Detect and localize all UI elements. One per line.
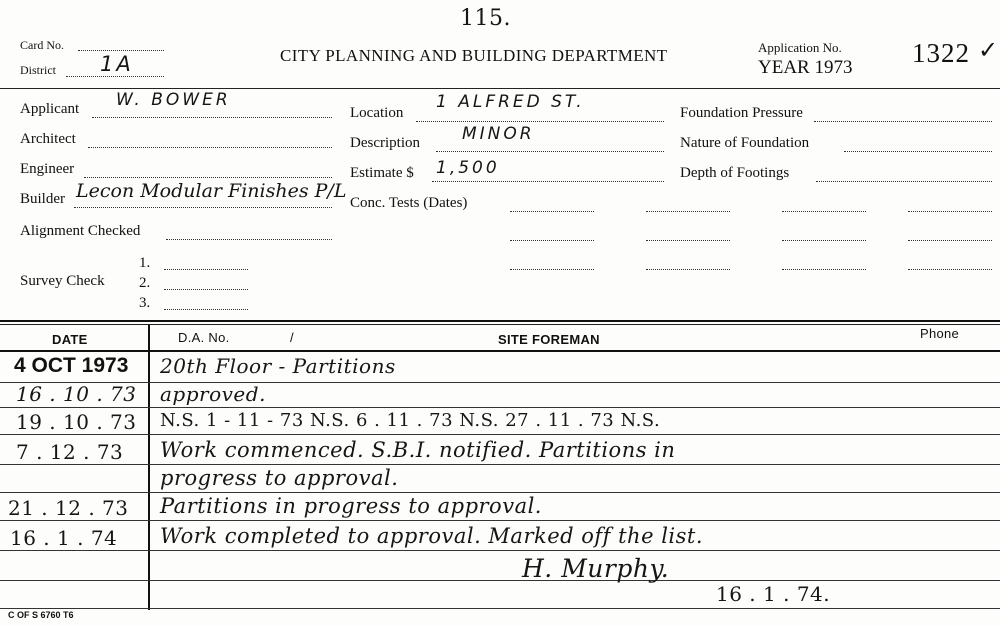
survey-item-1: 1. (139, 255, 151, 271)
applicant-dotted-line (92, 117, 332, 118)
log-row-line-1 (0, 382, 1000, 383)
test-dotted-line-3a (510, 269, 594, 270)
log-row-line-3 (0, 434, 1000, 435)
survey-item-2: 2. (139, 275, 151, 291)
application-number: 1322 (912, 38, 970, 68)
depth-footings-label: Depth of Footings (680, 165, 790, 181)
foundation-pressure-dotted-line (814, 121, 992, 122)
engineer-dotted-line (84, 177, 332, 178)
log-row-line-9 (0, 608, 1000, 609)
nature-foundation-label: Nature of Foundation (680, 135, 810, 151)
log-header-divider (0, 350, 1000, 352)
test-dotted-line-2c (782, 240, 866, 241)
log-entry-date: 19 . 10 . 73 (16, 410, 137, 434)
district-dotted-line (66, 76, 164, 77)
log-entry-text: 20th Floor - Partitions (160, 354, 396, 378)
description-value: MINOR (462, 124, 535, 144)
test-dotted-line-2b (646, 240, 730, 241)
year-label: YEAR 1973 (758, 57, 853, 78)
log-row-line-2 (0, 407, 1000, 408)
conc-tests-dotted-line-c (782, 211, 866, 212)
test-dotted-line-2d (908, 240, 992, 241)
depth-footings-dotted-line (816, 181, 992, 182)
da-no-slash: / (290, 330, 294, 345)
log-row-line-4 (0, 464, 1000, 465)
log-entry-date: 4 OCT 1973 (14, 354, 129, 377)
log-row-line-5 (0, 492, 1000, 493)
date-column-header: DATE (52, 332, 88, 347)
log-entry-date: 7 . 12 . 73 (16, 440, 124, 464)
log-entry-date: 21 . 12 . 73 (8, 496, 129, 520)
date-column-divider (148, 325, 150, 610)
location-label: Location (350, 105, 404, 121)
department-title: CITY PLANNING AND BUILDING DEPARTMENT (280, 46, 668, 65)
estimate-dotted-line (432, 181, 664, 182)
survey-label: Survey Check (20, 273, 105, 289)
description-dotted-line (436, 151, 664, 152)
log-entry-text: Partitions in progress to approval. (160, 494, 542, 518)
log-top-border (0, 320, 1000, 322)
survey-item-3: 3. (139, 295, 151, 311)
foundation-pressure-label: Foundation Pressure (680, 105, 803, 121)
log-entry-text: progress to approval. (160, 466, 399, 490)
da-no-column-header: D.A. No. (178, 330, 230, 345)
log-row-line-7 (0, 550, 1000, 551)
card-no-dotted-line (78, 50, 164, 51)
alignment-dotted-line (166, 239, 332, 240)
estimate-label: Estimate $ (350, 165, 414, 181)
test-dotted-line-3c (782, 269, 866, 270)
test-dotted-line-2a (510, 240, 594, 241)
log-entry-text: Work completed to approval. Marked off the list. (160, 524, 704, 548)
engineer-label: Engineer (20, 161, 75, 177)
nature-foundation-dotted-line (844, 151, 992, 152)
description-label: Description (350, 135, 420, 151)
location-dotted-line (416, 121, 664, 122)
log-row-line-8 (0, 580, 1000, 581)
site-foreman-column-header: SITE FOREMAN (498, 332, 600, 347)
form-code: C OF S 6760 T6 (8, 610, 74, 620)
builder-value: Lecon Modular Finishes P/L (76, 180, 347, 202)
check-mark: ✓ (978, 36, 999, 64)
district-label: District (20, 63, 56, 77)
applicant-value: W. BOWER (116, 90, 231, 110)
test-dotted-line-3b (646, 269, 730, 270)
conc-tests-dotted-line-b (646, 211, 730, 212)
survey-3-dotted-line (164, 309, 248, 310)
conc-tests-dotted-line-a (510, 211, 594, 212)
header-divider (0, 88, 1000, 89)
estimate-value: 1,500 (436, 158, 500, 178)
log-entry-text: N.S. 1 - 11 - 73 N.S. 6 . 11 . 73 N.S. 27 . 11 . 73 N.S. (160, 410, 661, 431)
file-number: 115. (460, 6, 511, 31)
builder-label: Builder (20, 191, 65, 207)
application-label: Application No. (758, 40, 842, 55)
log-entry-text: Work commenced. S.B.I. notified. Partitions in (160, 438, 676, 462)
log-entry-date: 16 . 10 . 73 (16, 382, 137, 406)
district-value: 1A (100, 52, 134, 76)
conc-tests-label: Conc. Tests (Dates) (350, 195, 468, 211)
signature-date: 16 . 1 . 74. (716, 582, 831, 606)
log-entry-text: approved. (160, 382, 266, 406)
location-value: 1 ALFRED ST. (436, 92, 585, 112)
architect-label: Architect (20, 131, 76, 147)
alignment-label: Alignment Checked (20, 223, 141, 239)
architect-dotted-line (88, 147, 332, 148)
card-no-label: Card No. (20, 38, 64, 52)
survey-1-dotted-line (164, 269, 248, 270)
conc-tests-dotted-line-d (908, 211, 992, 212)
log-row-line-6 (0, 520, 1000, 521)
builder-dotted-line (74, 207, 332, 208)
log-top-border-inner (0, 324, 1000, 325)
survey-2-dotted-line (164, 289, 248, 290)
phone-column-header: Phone (920, 326, 960, 341)
test-dotted-line-3d (908, 269, 992, 270)
log-entry-date: 16 . 1 . 74 (10, 526, 118, 550)
foreman-signature: H. Murphy. (522, 554, 670, 583)
applicant-label: Applicant (20, 101, 80, 117)
